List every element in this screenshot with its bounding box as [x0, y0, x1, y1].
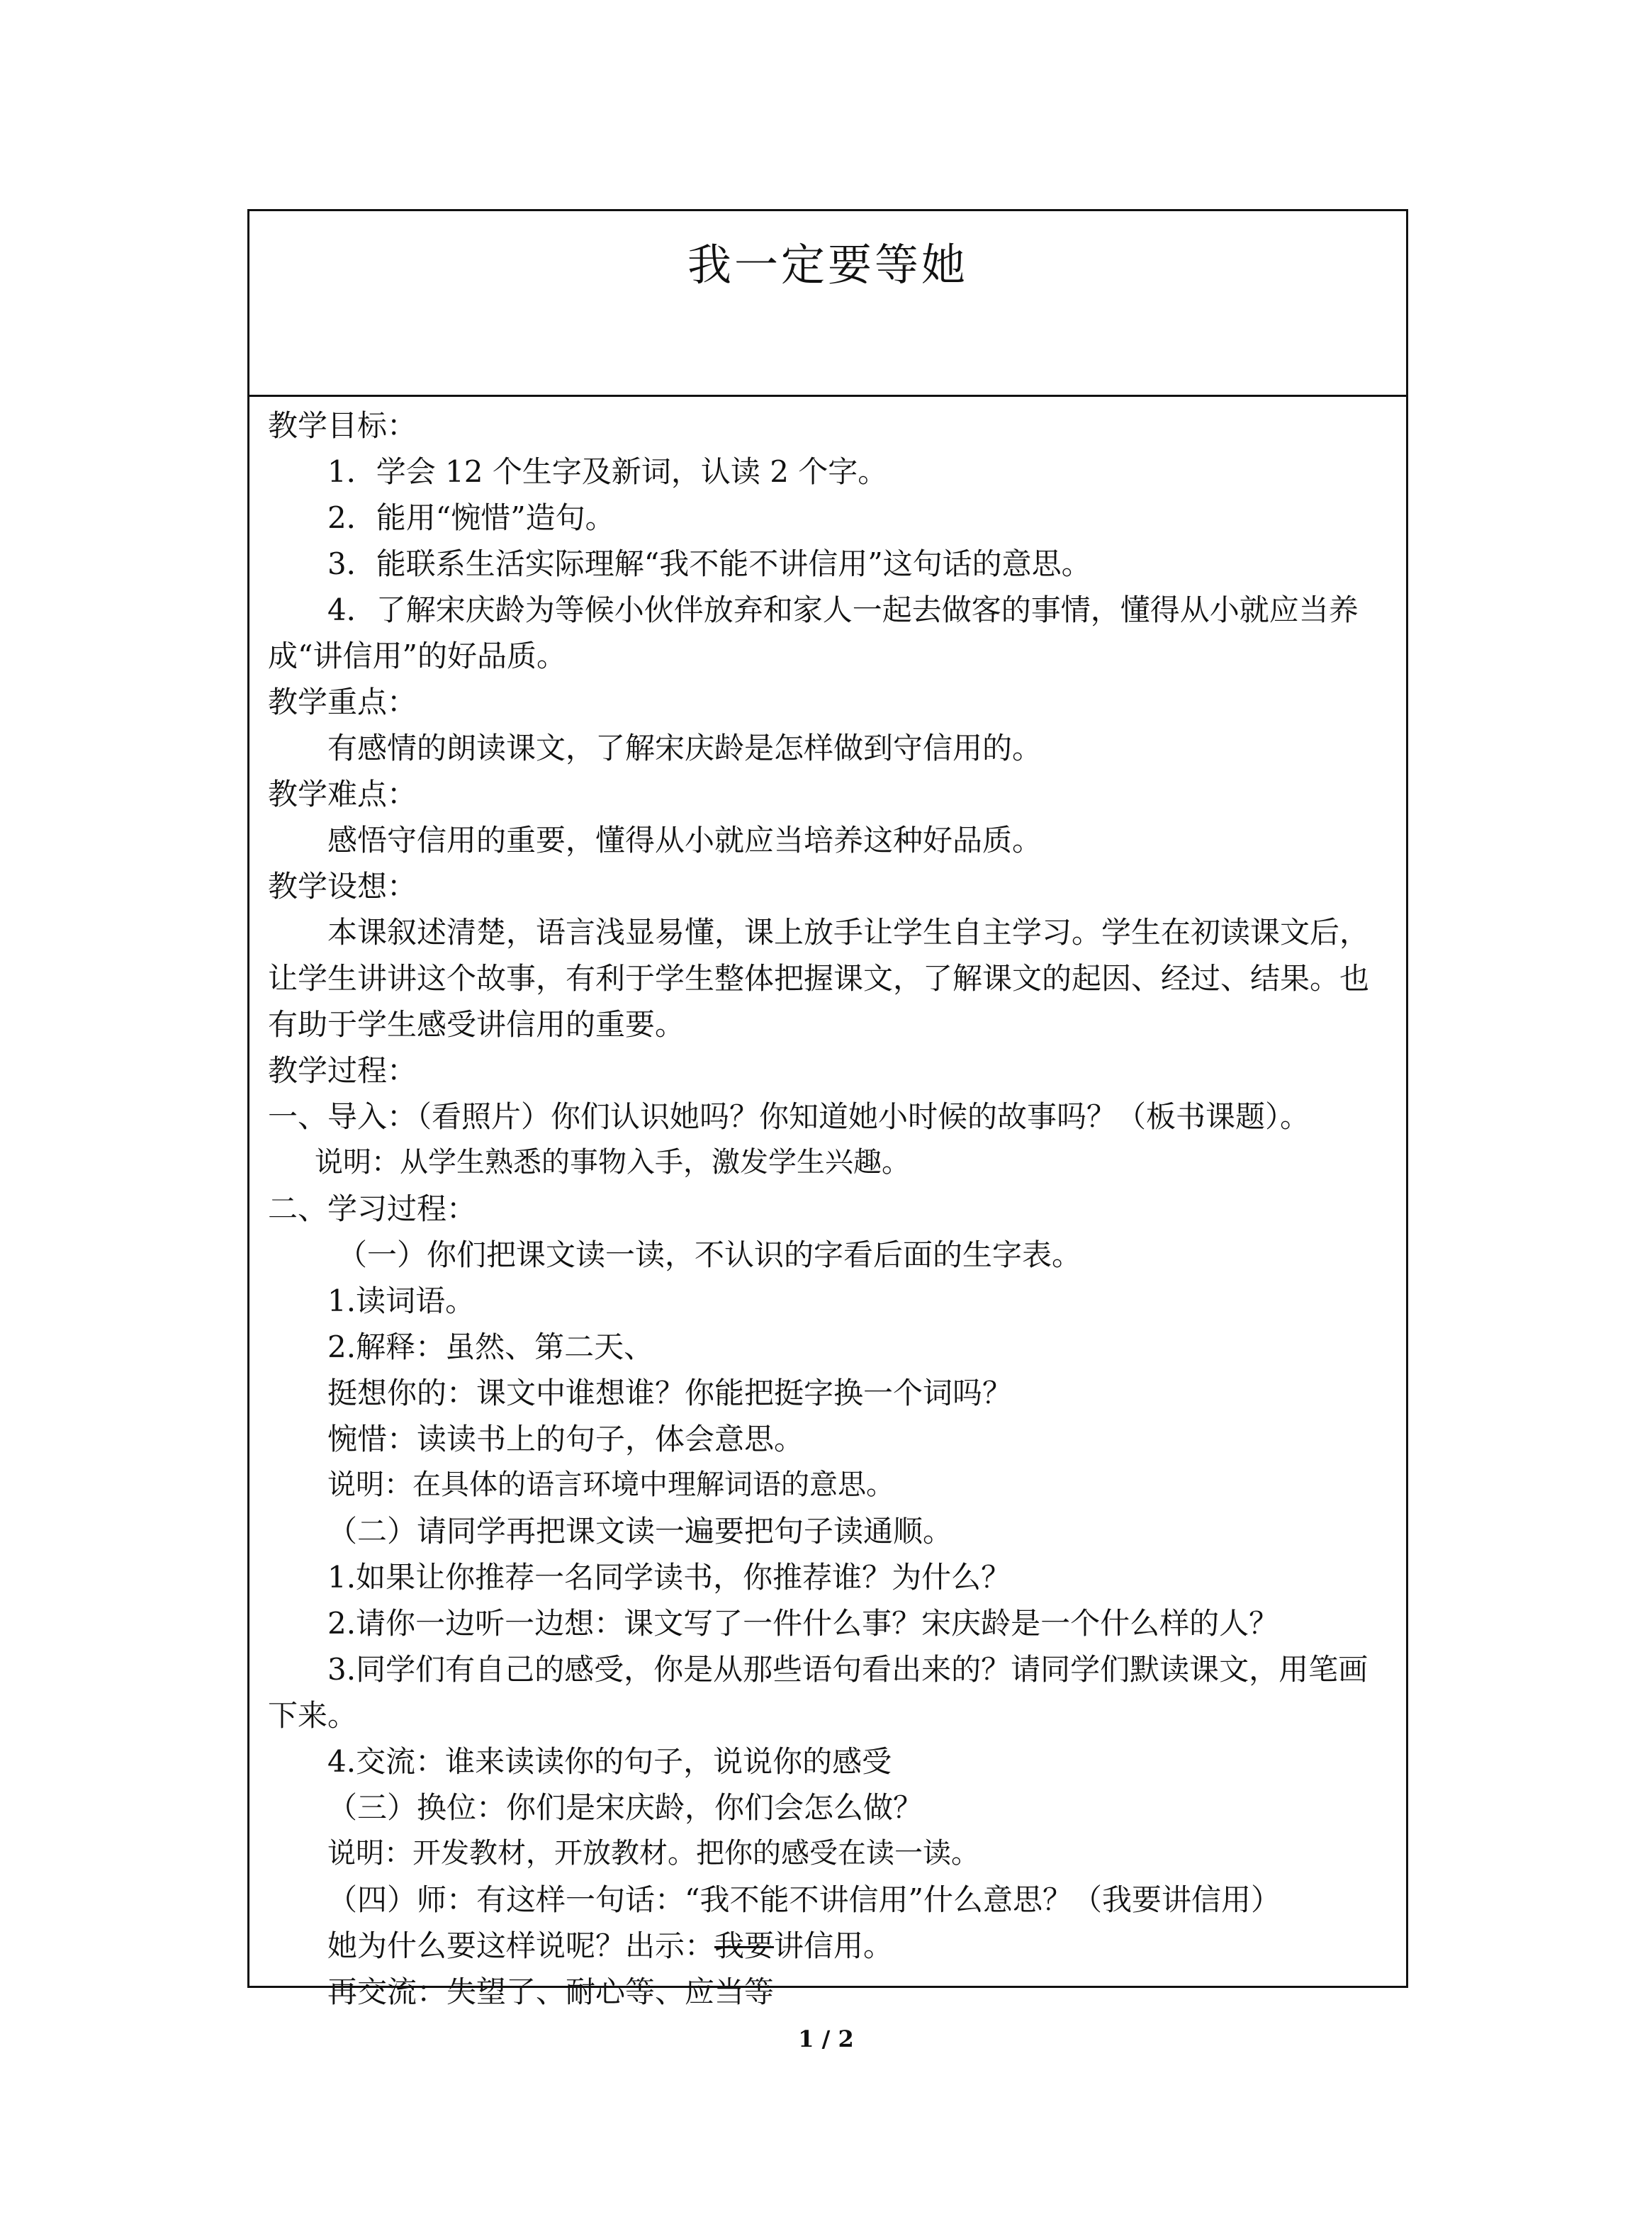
title-cell — [249, 211, 1406, 397]
step2-item-continued: 下来。 — [268, 1698, 358, 1733]
step2-item: 1.如果让你推荐一名同学读书，你推荐谁？为什么？ — [327, 1560, 1011, 1595]
step1-item: 挺想你的：课文中谁想谁？你能把挺字换一个词吗？ — [327, 1376, 1013, 1410]
objectives-heading: 教学目标： — [268, 408, 417, 443]
step4-last-line: 再交流：失望了、耐心等、应当等 — [327, 1974, 775, 2009]
key-points-text: 有感情的朗读课文，了解宋庆龄是怎样做到守信用的。 — [327, 731, 1043, 765]
step1-item: 惋惜：读读书上的句子，体会意思。 — [327, 1422, 804, 1456]
difficulties-heading: 教学难点： — [268, 777, 417, 811]
objective-item: 3．能联系生活实际理解“我不能不讲信用”这句话的意思。 — [327, 546, 1091, 581]
content-cell — [268, 403, 1396, 2015]
step4-question-text: 她为什么要这样说呢？出示： — [327, 1928, 715, 1963]
design-heading: 教学设想： — [268, 869, 417, 904]
design-text-line: 本课叙述清楚，语言浅显易懂，课上放手让学生自主学习。学生在初读课文后， — [327, 915, 1370, 950]
step4-question-line — [268, 1923, 1396, 1969]
step2-item: 4.交流：谁来读读你的句子，说说你的感受 — [327, 1744, 892, 1779]
step1-line: （一）你们把课文读一读，不认识的字看后面的生字表。 — [337, 1237, 1082, 1272]
step4-line: （四）师：有这样一句话：“我不能不讲信用”什么意思？（我要讲信用） — [327, 1882, 1281, 1917]
lesson-plan-table — [247, 209, 1408, 2009]
objective-item: 2．能用“惋惜”造句。 — [327, 500, 615, 535]
step3-line: （三）换位：你们是宋庆龄，你们会怎么做？ — [327, 1790, 923, 1825]
step3-note: 说明：开发教材，开放教材。把你的感受在读一读。 — [327, 1837, 979, 1870]
step4-question-end: 讲信用。 — [774, 1928, 894, 1963]
design-text-line: 让学生讲讲这个故事，有利于学生整体把握课文，了解课文的起因、经过、结果。也 — [268, 961, 1370, 996]
intro-line: 一、导入：（看照片）你们认识她吗？你知道她小时候的故事吗？（板书课题）。 — [268, 1099, 1310, 1134]
step2-item: 2.请你一边听一边想：课文写了一件什么事？宋庆龄是一个什么样的人？ — [327, 1606, 1279, 1641]
design-text-line: 有助于学生感受讲信用的重要。 — [268, 1007, 685, 1042]
step1-item: 1.读词语。 — [327, 1283, 476, 1318]
part2-heading: 二、学习过程： — [268, 1191, 477, 1226]
page-number: 1 / 2 — [798, 2025, 854, 2052]
step1-item: 2.解释：虽然、第二天、 — [327, 1330, 654, 1364]
process-heading: 教学过程： — [268, 1053, 417, 1088]
key-points-heading: 教学重点： — [268, 685, 417, 719]
difficulties-text: 感悟守信用的重要，懂得从小就应当培养这种好品质。 — [327, 823, 1043, 858]
struck-text: 我要 — [714, 1928, 775, 1963]
intro-note: 说明：从学生熟悉的事物入手，激发学生兴趣。 — [315, 1146, 910, 1179]
step2-item: 3.同学们有自己的感受，你是从那些语句看出来的？请同学们默读课文，用笔画 — [327, 1652, 1369, 1687]
objective-item: 1．学会 12 个生字及新词，认读 2 个字。 — [327, 454, 888, 489]
objective-item-continued: 成“讲信用”的好品质。 — [268, 639, 566, 673]
objective-item: 4．了解宋庆龄为等候小伙伴放弃和家人一起去做客的事情，懂得从小就应当养 — [327, 592, 1359, 627]
document-title: 我一定要等她 — [687, 239, 968, 291]
step1-note: 说明：在具体的语言环境中理解词语的意思。 — [327, 1468, 894, 1501]
step2-line: （二）请同学再把课文读一遍要把句子读通顺。 — [327, 1514, 953, 1549]
